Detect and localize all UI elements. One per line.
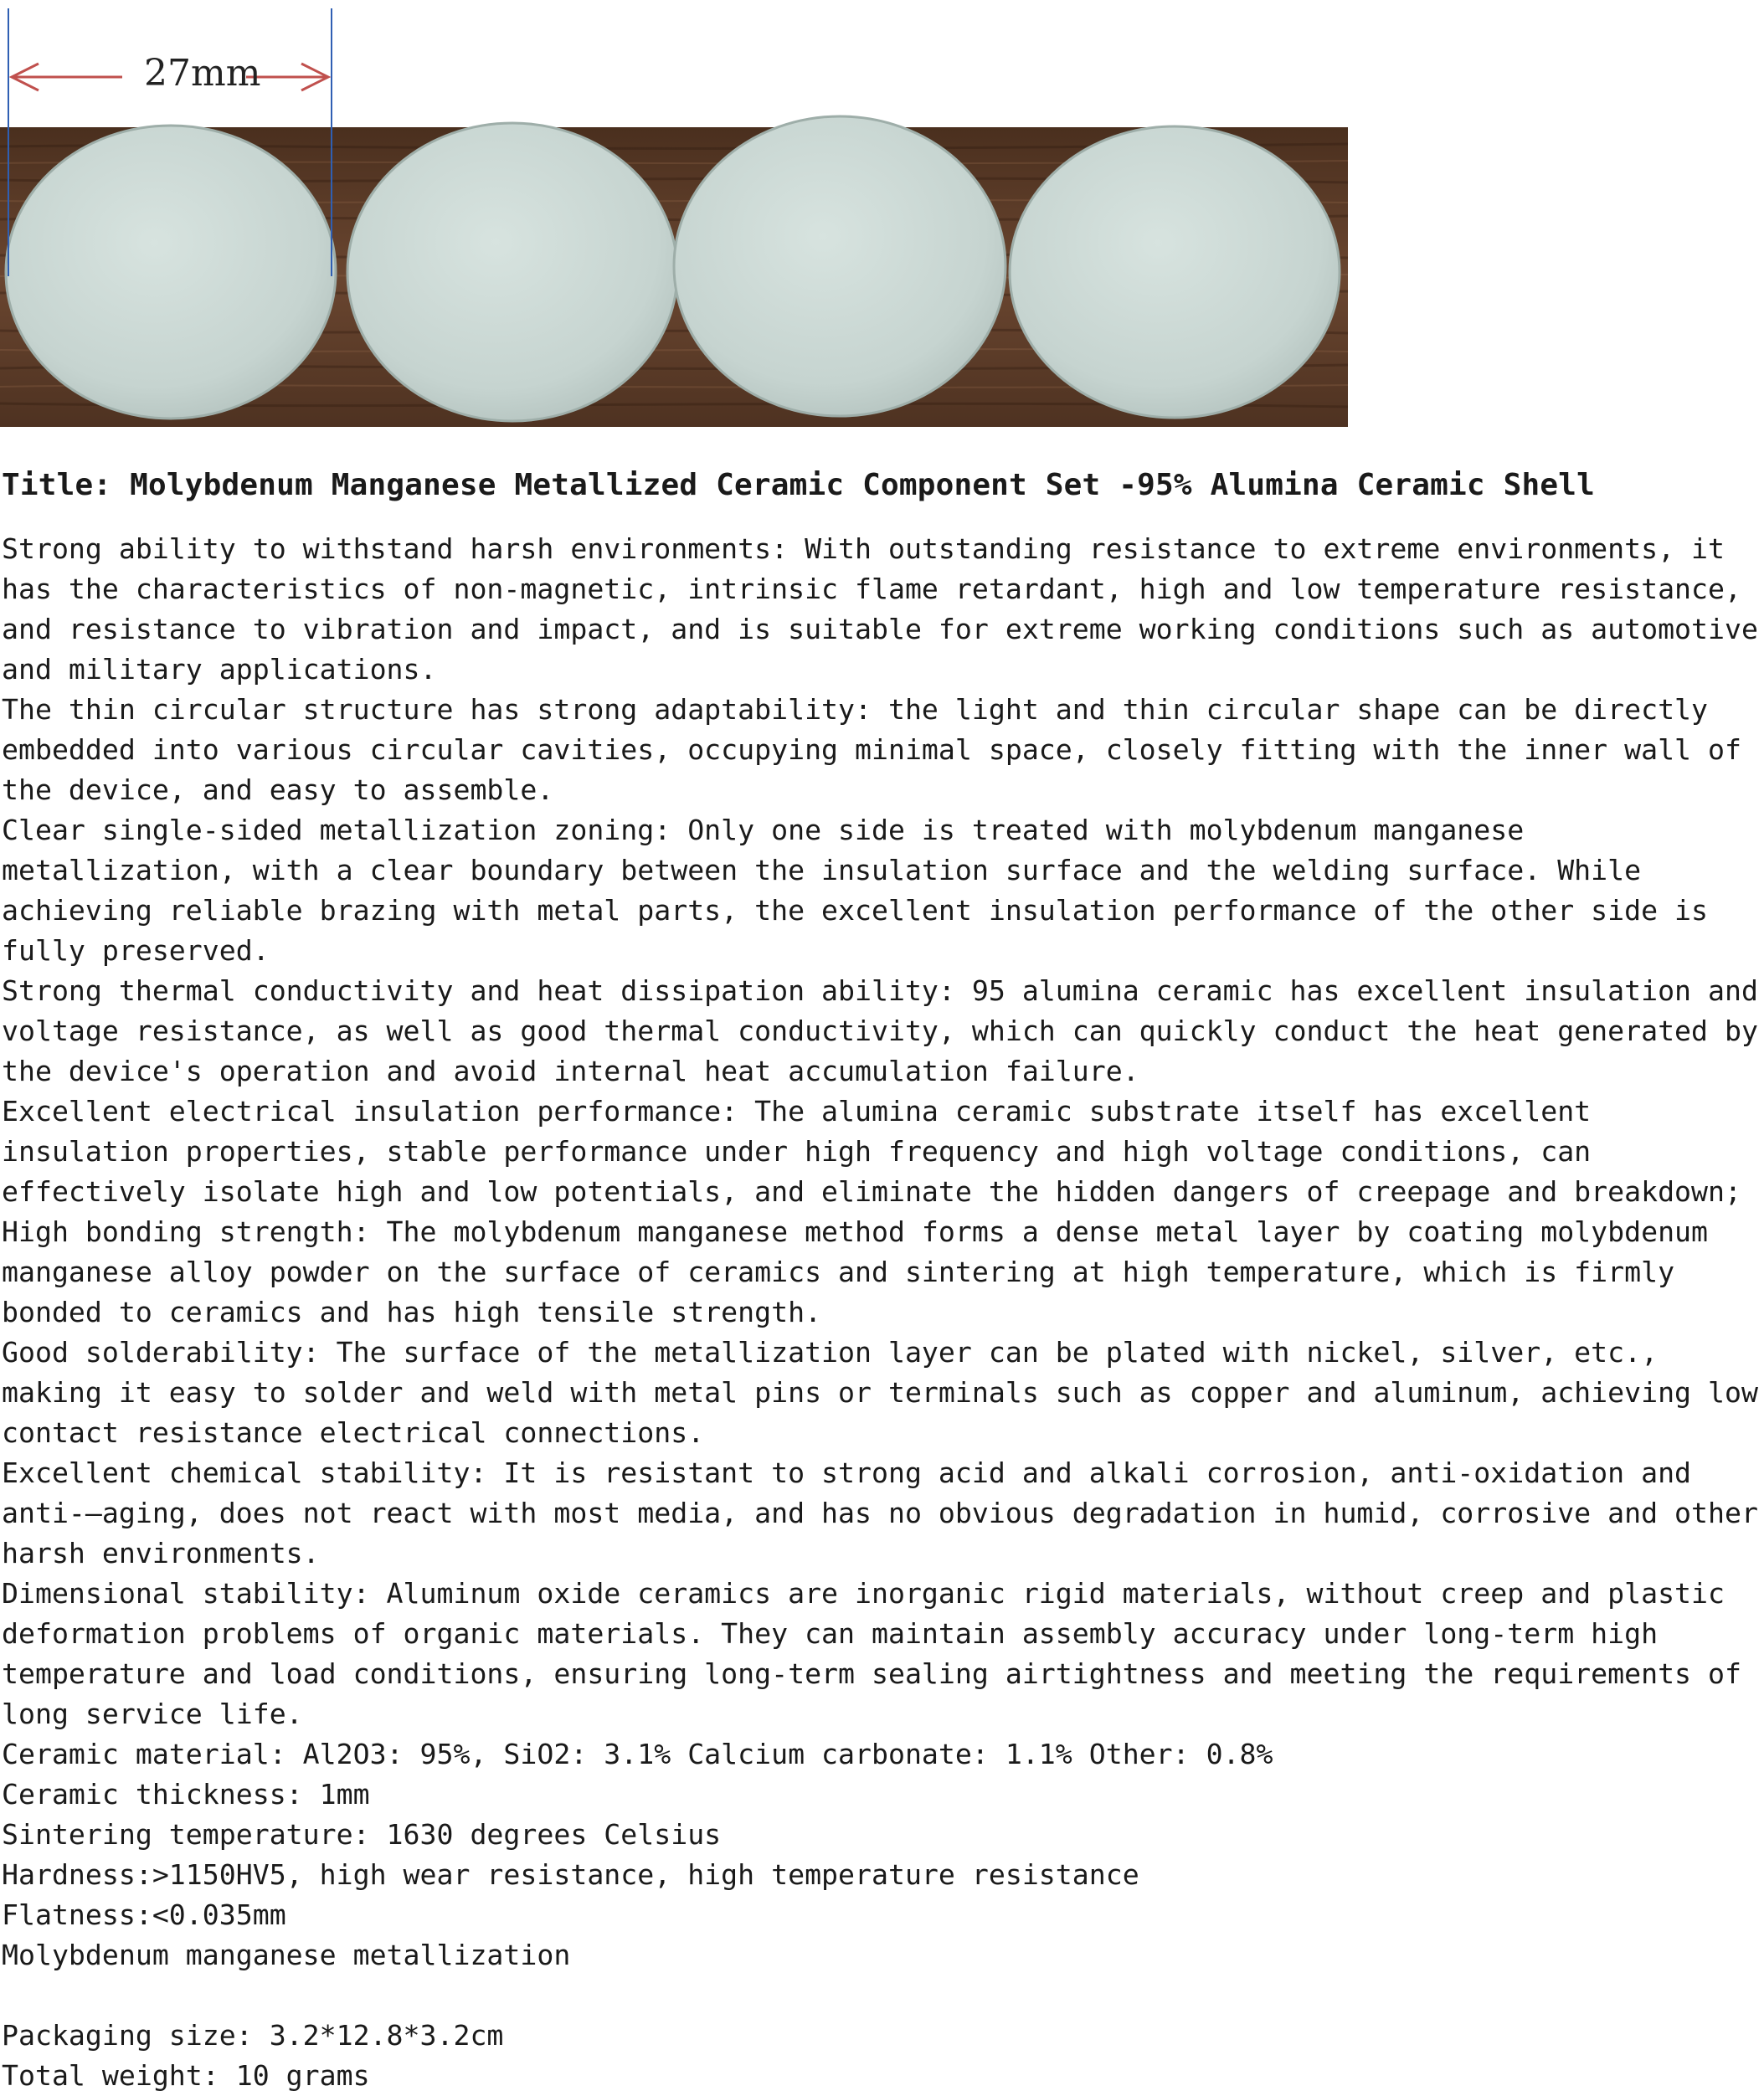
spacer [2,1975,1760,2016]
feature-dimensional-stability: Dimensional stability: Aluminum oxide ceramics are inorganic rigid materials, without creep and plastic deformation problems of organic materials. They can maintain assembly accuracy under long-term high temperature and load conditions, ensuring long-term sealing airtightness and meeting the requirements of long service life. [2,1577,1741,1730]
feature-chemical-stability: Excellent chemical stability: It is resistant to strong acid and alkali corrosion, anti-oxidation and anti-—aging, does not react with most media, and has no obvious degradation in humid, corrosive and other harsh environments. [2,1456,1758,1569]
product-title: Title: Molybdenum Manganese Metallized Ceramic Component Set -95% Alumina Ceramic Shell [2,468,1596,502]
spec-sintering-temperature: Sintering temperature: 1630 degrees Celsius [2,1818,722,1851]
spec-ceramic-material: Ceramic material: Al2O3: 95%, SiO2: 3.1% Calcium carbonate: 1.1% Other: 0.8% [2,1738,1273,1770]
feature-solderability: Good solderability: The surface of the metallization layer can be plated with nickel, silver, etc., making it easy to solder and weld with metal pins or terminals such as copper and aluminum, achieving low contact resistance electrical connections. [2,1336,1758,1449]
dimension-label: 27mm [144,52,261,95]
feature-harsh-environments: Strong ability to withstand harsh environments: With outstanding resistance to extreme environments, it has the characteristics of non-magnetic, intrinsic flame retardant, high and low temperature resistance, and resistance to vibration and impact, and is suitable for extreme working conditions such as automotive and military applications. [2,532,1758,686]
spec-metallization: Molybdenum manganese metallization [2,1939,571,1971]
feature-bonding-strength: High bonding strength: The molybdenum manganese method forms a dense metal layer by coating molybdenum manganese alloy powder on the surface of ceramics and sintering at high temperature, which is firmly bonded to ceramics and has high tensile strength. [2,1215,1709,1328]
spec-flatness: Flatness:<0.035mm [2,1898,286,1931]
ceramic-disc-4 [1010,126,1340,418]
feature-thin-circular-structure: The thin circular structure has strong adaptability: the light and thin circular shape can be directly embedded into various circular cavities, occupying minimal space, closely fitting with the inner wall of the device, and easy to assemble. [2,693,1741,806]
product-description [2,529,1760,2096]
feature-thermal-conductivity: Strong thermal conductivity and heat dissipation ability: 95 alumina ceramic has excellent insulation and voltage resistance, as well as good thermal conductivity, which can quickly conduct the heat generated by the device's operation and avoid internal heat accumulation failure. [2,974,1758,1087]
dimension-arrow-left [12,64,122,90]
spec-hardness: Hardness:>1150HV5, high wear resistance, high temperature resistance [2,1858,1139,1891]
ceramic-disc-1 [6,126,336,419]
feature-electrical-insulation: Excellent electrical insulation performance: The alumina ceramic substrate itself has excellent insulation properties, stable performance under high frequency and high voltage conditions, can effectively isolate high and low potentials, and eliminate the hidden dangers of creepage and breakdown; [2,1095,1741,1208]
spec-ceramic-thickness: Ceramic thickness: 1mm [2,1778,370,1811]
feature-single-sided-metallization: Clear single-sided metallization zoning: Only one side is treated with molybdenum manganese metallization, with a clear boundary between the insulation surface and the welding surface. While achieving reliable brazing with metal parts, the excellent insulation performance of the other side is fully preserved. [2,814,1709,967]
packaging-size: Packaging size: 3.2*12.8*3.2cm [2,2019,504,2052]
total-weight: Total weight: 10 grams [2,2059,370,2092]
ceramic-disc-2 [347,123,677,421]
ceramic-disc-3 [674,116,1005,416]
product-photo [0,0,1348,427]
